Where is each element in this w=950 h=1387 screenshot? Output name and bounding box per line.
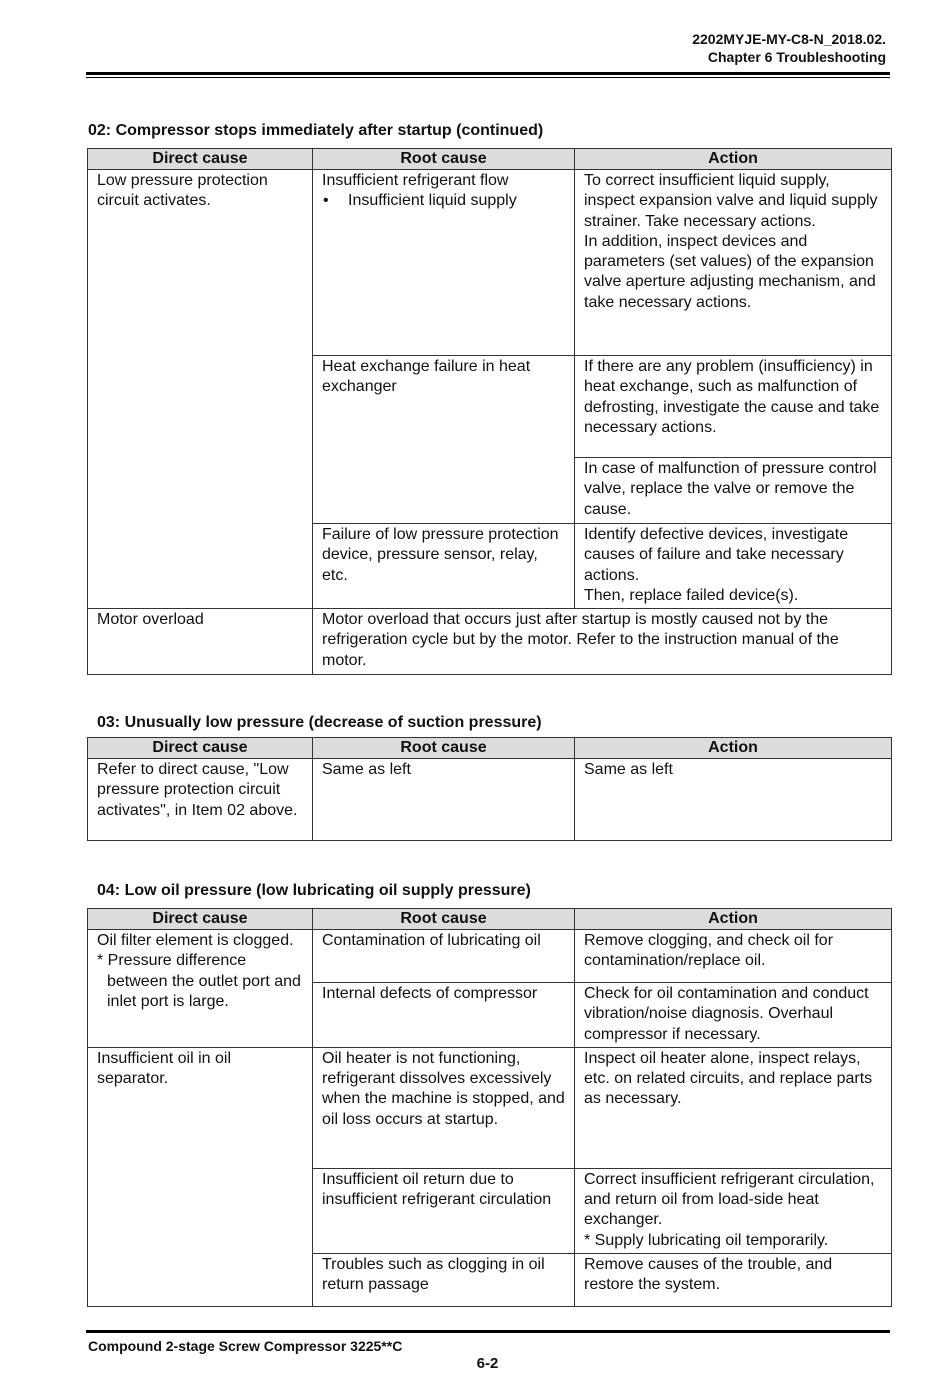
root-cause-cell: Internal defects of compressor: [313, 983, 575, 1048]
column-header-action: Action: [575, 909, 892, 930]
footer-rule: [86, 1330, 890, 1333]
column-header-root-cause: Root cause: [313, 909, 575, 930]
table-row: [88, 170, 892, 356]
section-04-table: [87, 908, 892, 1307]
action-cell: [575, 170, 892, 356]
action-text: Identify defective devices, investigate causes of failure and take necessary actions.: [584, 526, 849, 584]
action-cell: Same as left: [575, 759, 892, 841]
root-cause-cell: Failure of low pressure protection device, pressure sensor, relay, etc.: [313, 524, 575, 609]
column-header-action: Action: [575, 738, 892, 759]
direct-cause-note-continued: between the outlet port and inlet port is large.: [107, 972, 301, 1010]
section-03-title: 03: Unusually low pressure (decrease of suction pressure): [97, 714, 542, 731]
direct-cause-cell: Motor overload: [88, 609, 313, 675]
header-rule: [86, 72, 890, 78]
root-cause-cell: Oil heater is not functioning, refrigerant dissolves excessively when the machine is stopped, and oil loss occurs at startup.: [313, 1047, 575, 1168]
root-cause-bullet: • Insufficient liquid supply: [322, 191, 565, 211]
page-header: [692, 30, 886, 66]
action-text: Then, replace failed device(s).: [584, 586, 799, 604]
table-header-row: [88, 738, 892, 759]
column-header-root-cause: Root cause: [313, 738, 575, 759]
direct-cause-cell: Low pressure protection circuit activates.: [88, 170, 313, 609]
action-text: Correct insufficient refrigerant circulation, and return oil from load-side heat exchanger.: [584, 1170, 875, 1229]
table-row: [88, 609, 892, 675]
section-04-title: 04: Low oil pressure (low lubricating oil supply pressure): [97, 882, 531, 899]
root-cause-cell: Heat exchange failure in heat exchanger: [313, 356, 575, 524]
table-row: [88, 759, 892, 841]
root-cause-cell: Contamination of lubricating oil: [313, 930, 575, 983]
action-note: * Supply lubricating oil temporarily.: [584, 1231, 829, 1249]
column-header-direct-cause: Direct cause: [88, 149, 313, 170]
action-cell: In case of malfunction of pressure control valve, replace the valve or remove the cause.: [575, 458, 892, 524]
column-header-direct-cause: Direct cause: [88, 909, 313, 930]
root-cause-cell: Troubles such as clogging in oil return passage: [313, 1254, 575, 1307]
action-cell: Remove causes of the trouble, and restore the system.: [575, 1254, 892, 1307]
root-cause-cell: Insufficient oil return due to insufficient refrigerant circulation: [313, 1168, 575, 1253]
column-header-direct-cause: Direct cause: [88, 738, 313, 759]
section-02-table: [87, 148, 892, 675]
direct-cause-cell: [88, 930, 313, 1048]
direct-cause-cell: Insufficient oil in oil separator.: [88, 1047, 313, 1306]
root-cause-cell: [313, 170, 575, 356]
table-row: [88, 930, 892, 983]
section-02-title: 02: Compressor stops immediately after startup (continued): [88, 122, 544, 139]
action-cell: Inspect oil heater alone, inspect relays, etc. on related circuits, and replace parts as necessary.: [575, 1047, 892, 1168]
root-cause-text: Insufficient refrigerant flow: [322, 172, 509, 189]
action-text: To correct insufficient liquid supply, inspect expansion valve and liquid supply strainer. Take necessary actions.: [584, 172, 878, 230]
direct-cause-note: * Pressure difference: [97, 952, 247, 970]
page-number: 6-2: [476, 1355, 499, 1372]
footer-product-name: Compound 2-stage Screw Compressor 3225**C: [88, 1338, 403, 1354]
column-header-root-cause: Root cause: [313, 149, 575, 170]
merged-cause-action-cell: Motor overload that occurs just after startup is mostly caused not by the refrigeration cycle but by the motor. Refer to the instruction manual of the motor.: [313, 609, 892, 675]
direct-cause-cell: Refer to direct cause, "Low pressure protection circuit activates", in Item 02 above.: [88, 759, 313, 841]
action-cell: If there are any problem (insufficiency) in heat exchange, such as malfunction of defrosting, investigate the cause and take necessary actions.: [575, 356, 892, 458]
table-header-row: [88, 149, 892, 170]
root-cause-cell: Same as left: [313, 759, 575, 841]
table-header-row: [88, 909, 892, 930]
column-header-action: Action: [575, 149, 892, 170]
table-row: [88, 1047, 892, 1168]
action-cell: Remove clogging, and check oil for contamination/replace oil.: [575, 930, 892, 983]
action-text: In addition, inspect devices and parameters (set values) of the expansion valve aperture adjusting mechanism, and take necessary actions.: [584, 232, 876, 311]
action-cell: Check for oil contamination and conduct vibration/noise diagnosis. Overhaul compressor if necessary.: [575, 983, 892, 1048]
chapter-title: Chapter 6 Troubleshooting: [707, 49, 886, 65]
action-cell: [575, 1168, 892, 1253]
document-id: 2202MYJE-MY-C8-N_2018.02.: [692, 31, 886, 47]
section-03-table: [87, 737, 892, 841]
direct-cause-text: Oil filter element is clogged.: [97, 932, 294, 949]
action-cell: [575, 524, 892, 609]
